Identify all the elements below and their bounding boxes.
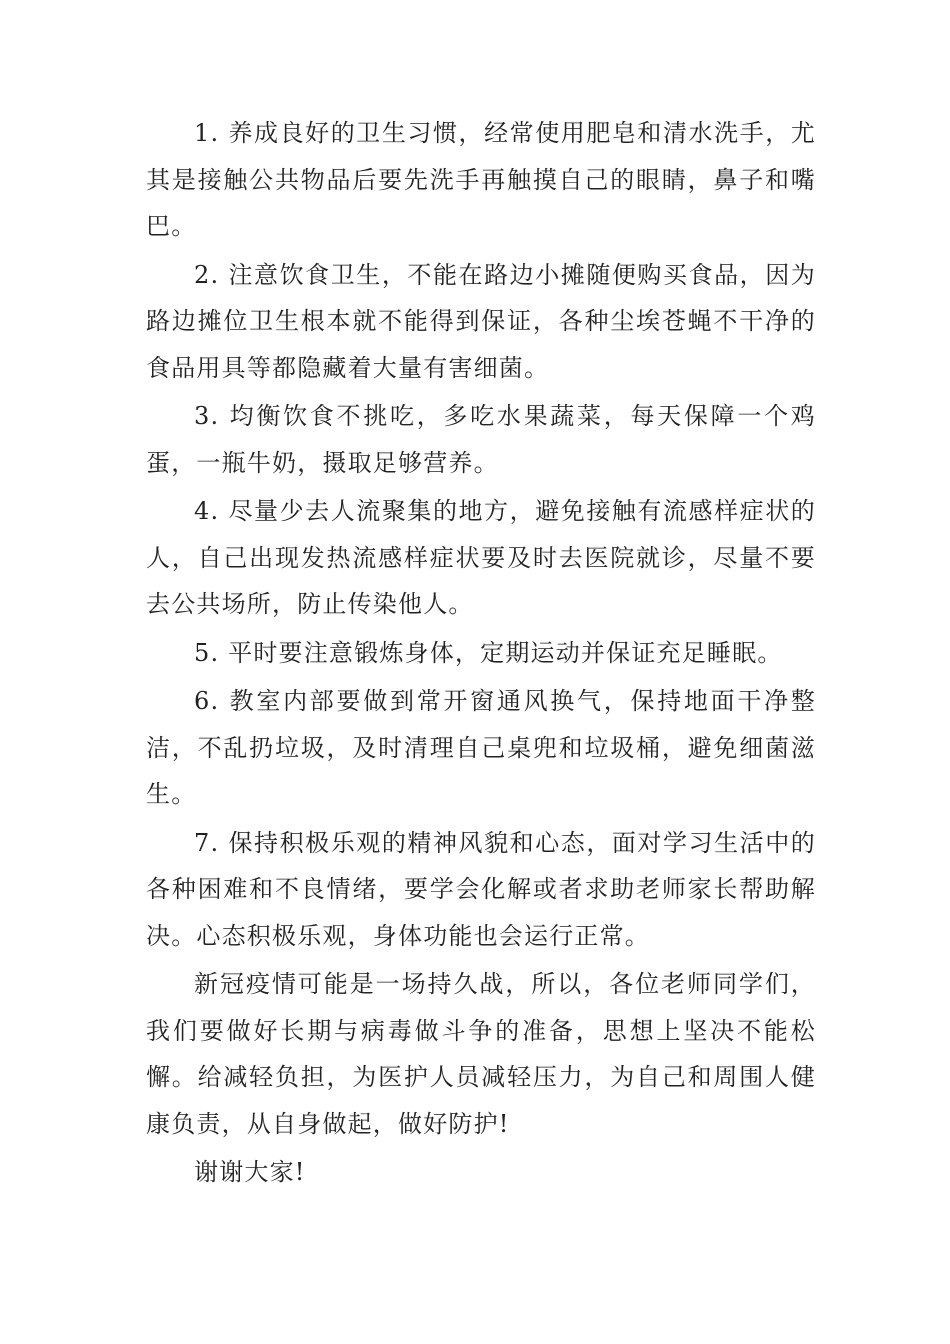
paragraph-tip-1: 1. 养成良好的卫生习惯，经常使用肥皂和清水洗手，尤其是接触公共物品后要先洗手再触摸自己的眼睛，鼻子和嘴巴。 [146,119,816,240]
paragraph-tip-3: 3. 均衡饮食不挑吃，多吃水果蔬菜，每天保障一个鸡蛋，一瓶牛奶，摄取足够营养。 [146,402,816,477]
paragraph-tip-7: 7. 保持积极乐观的精神风貌和心态，面对学习生活中的各种困难和不良情绪，要学会化解或者求助老师家长帮助解决。心态积极乐观，身体功能也会运行正常。 [146,828,816,950]
paragraph-conclusion: 新冠疫情可能是一场持久战，所以，各位老师同学们，我们要做好长期与病毒做斗争的准备，思想上坚决不能松懈。给减轻负担，为医护人员减轻压力，为自己和周围人健康负责，从自身做起，做好防护! [146,970,816,1138]
paragraph-tip-5: 5. 平时要注意锻炼身体，定期运动并保证充足睡眠。 [194,638,783,667]
document-body [146,110,816,1198]
paragraph-tip-2: 2. 注意饮食卫生，不能在路边小摊随便购买食品，因为路边摊位卫生根本就不能得到保证，各种尘埃苍蝇不干净的食品用具等都隐藏着大量有害细菌。 [146,260,816,382]
paragraph-thanks: 谢谢大家! [194,1158,306,1186]
paragraph-tip-6: 6. 教室内部要做到常开窗通风换气，保持地面干净整洁，不乱扔垃圾，及时清理自己桌兜和垃圾桶，避免细菌滋生。 [146,687,816,808]
paragraph-tip-4: 4. 尽量少去人流聚集的地方，避免接触有流感样症状的人，自己出现发热流感样症状要及时去医院就诊，尽量不要去公共场所，防止传染他人。 [146,497,816,618]
